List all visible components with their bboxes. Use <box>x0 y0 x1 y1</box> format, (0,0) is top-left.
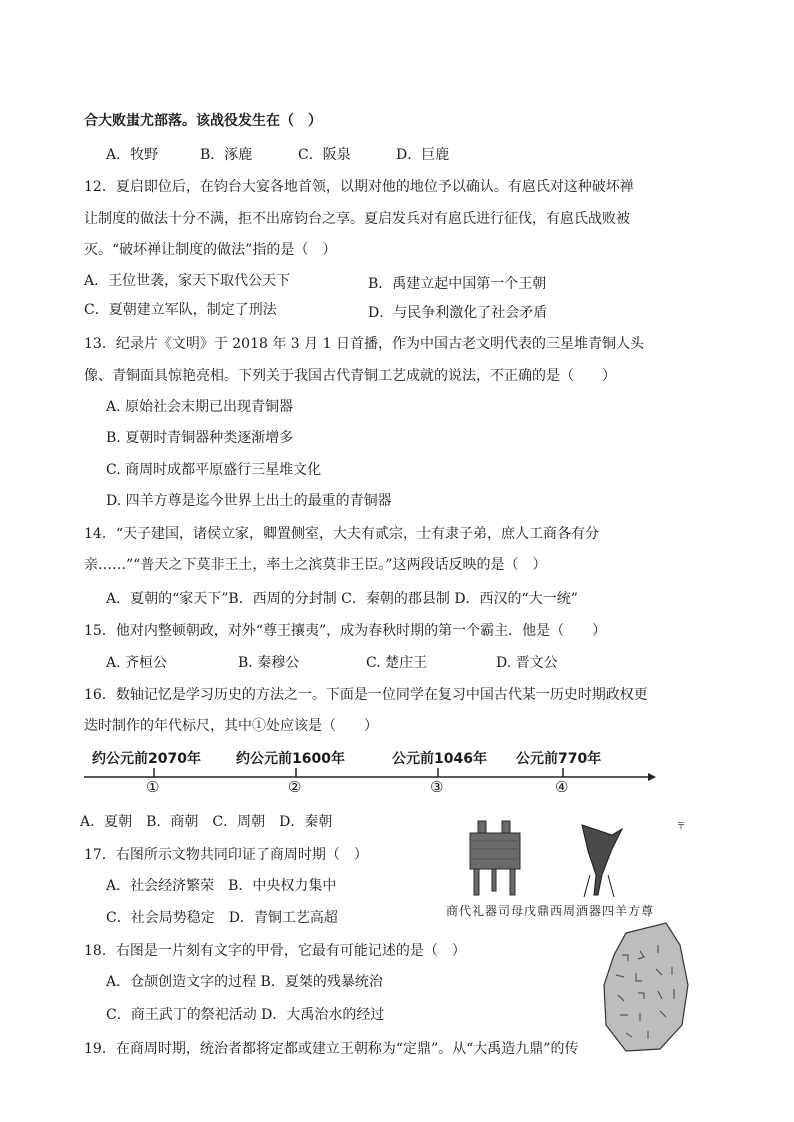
q15-option-d: D. 晋文公 <box>496 655 558 671</box>
q12-option-d: D．与民争利激化了社会矛盾 <box>368 305 548 321</box>
q14-options: A．夏朝的“家天下”B．西周的分封制 C．秦朝的郡县制 D．西汉的“大一统” <box>106 591 578 607</box>
q12-option-b: B．禹建立起中国第一个王朝 <box>368 276 547 292</box>
q12-stem-line-1: 12．夏启即位后，在钧台大宴各地首领，以期对他的地位予以确认。有扈氏对这种破坏禅 <box>84 179 634 195</box>
q13-option-a: A. 原始社会末期已出现青铜器 <box>106 399 294 415</box>
q15-option-c: C. 楚庄王 <box>366 655 428 671</box>
q16-stem-line-1: 16．数轴记忆是学习历史的方法之一。下面是一位同学在复习中国古代某一历史时期政权更 <box>84 687 648 703</box>
q13-stem-line-1: 13．纪录片《文明》于 2018 年 3 月 1 日首播，作为中国古老文明代表的三星堆青铜人头 <box>84 336 644 352</box>
timeline-label-1: 约公元前2070年 <box>92 751 201 767</box>
bronze-artifacts-image <box>462 815 692 905</box>
q17-options-cd: C．社会局势稳定 D．青铜工艺高超 <box>106 910 338 926</box>
q15-option-a: A. 齐桓公 <box>106 655 168 671</box>
q11-option-a: A．牧野 <box>106 147 159 163</box>
q19-stem: 19．在商周时期，统治者都将定都或建立王朝称为“定鼎”。从“大禹造九鼎”的传 <box>84 1041 579 1057</box>
timeline-mark-3: ③ <box>430 778 444 796</box>
q18-options-cd: C．商王武丁的祭祀活动 D．大禹治水的经过 <box>106 1007 385 1023</box>
artifact-caption: 商代礼器司母戊鼎西周酒器四羊方尊 <box>446 904 655 918</box>
q11-stem-continuation: 合大败蚩尤部落。该战役发生在（ ） <box>84 113 322 129</box>
svg-text:╤: ╤ <box>678 819 685 830</box>
q14-stem-line-1: 14．“天子建国，诸侯立家，卿置侧室，大夫有贰宗，士有隶子弟，庶人工商各有分 <box>84 526 599 542</box>
timeline-mark-1: ① <box>146 778 160 796</box>
q13-stem-line-2: 像、青铜面具惊艳亮相。下列关于我国古代青铜工艺成就的说法，不正确的是（ ） <box>84 368 616 384</box>
q15-option-b: B. 秦穆公 <box>238 655 300 671</box>
timeline-label-2: 约公元前1600年 <box>236 751 345 767</box>
oracle-bone-image <box>596 915 696 1055</box>
q13-option-c: C. 商周时成都平原盛行三星堆文化 <box>106 462 322 478</box>
q13-option-b: B. 夏朝时青铜器种类逐渐增多 <box>106 430 294 446</box>
q17-stem: 17．右图所示文物共同印证了商周时期（ ） <box>84 847 368 863</box>
timeline-mark-2: ② <box>288 778 302 796</box>
q16-options: A．夏朝 B．商朝 C．周朝 D．秦朝 <box>80 814 333 830</box>
q13-option-d: D. 四羊方尊是迄今世界上出土的最重的青铜器 <box>106 493 392 509</box>
q11-option-d: D．巨鹿 <box>396 147 450 163</box>
q17-options-ab: A．社会经济繁荣 B．中央权力集中 <box>106 878 337 894</box>
timeline-label-4: 公元前770年 <box>516 751 602 767</box>
q14-stem-line-2: 亲……”“普天之下莫非王土，率土之滨莫非王臣。”这两段话反映的是（ ） <box>84 557 547 573</box>
timeline-mark-4: ④ <box>555 778 569 796</box>
q11-option-b: B．涿鹿 <box>200 147 253 163</box>
q12-option-c: C．夏朝建立军队，制定了刑法 <box>84 302 277 318</box>
q15-stem: 15．他对内整顿朝政，对外“尊王攘夷”，成为春秋时期的第一个霸主．他是（ ） <box>84 623 607 639</box>
q18-options-ab: A．仓颉创造文字的过程 B．夏桀的残暴统治 <box>106 974 383 990</box>
timeline-label-3: 公元前1046年 <box>392 751 487 767</box>
q12-stem-line-2: 让制度的做法十分不满，拒不出席钧台之享。夏启发兵对有扈氏进行征伐，有扈氏战败被 <box>84 211 630 227</box>
q11-option-c: C．阪泉 <box>298 147 351 163</box>
q18-stem: 18．右图是一片刻有文字的甲骨，它最有可能记述的是（ ） <box>84 943 466 959</box>
q12-stem-line-3: 灭。“破坏禅让制度的做法”指的是（ ） <box>84 242 337 258</box>
q16-stem-line-2: 迭时制作的年代标尺，其中①处应该是（ ） <box>84 718 378 734</box>
q12-option-a: A．王位世袭，家天下取代公天下 <box>84 273 291 289</box>
